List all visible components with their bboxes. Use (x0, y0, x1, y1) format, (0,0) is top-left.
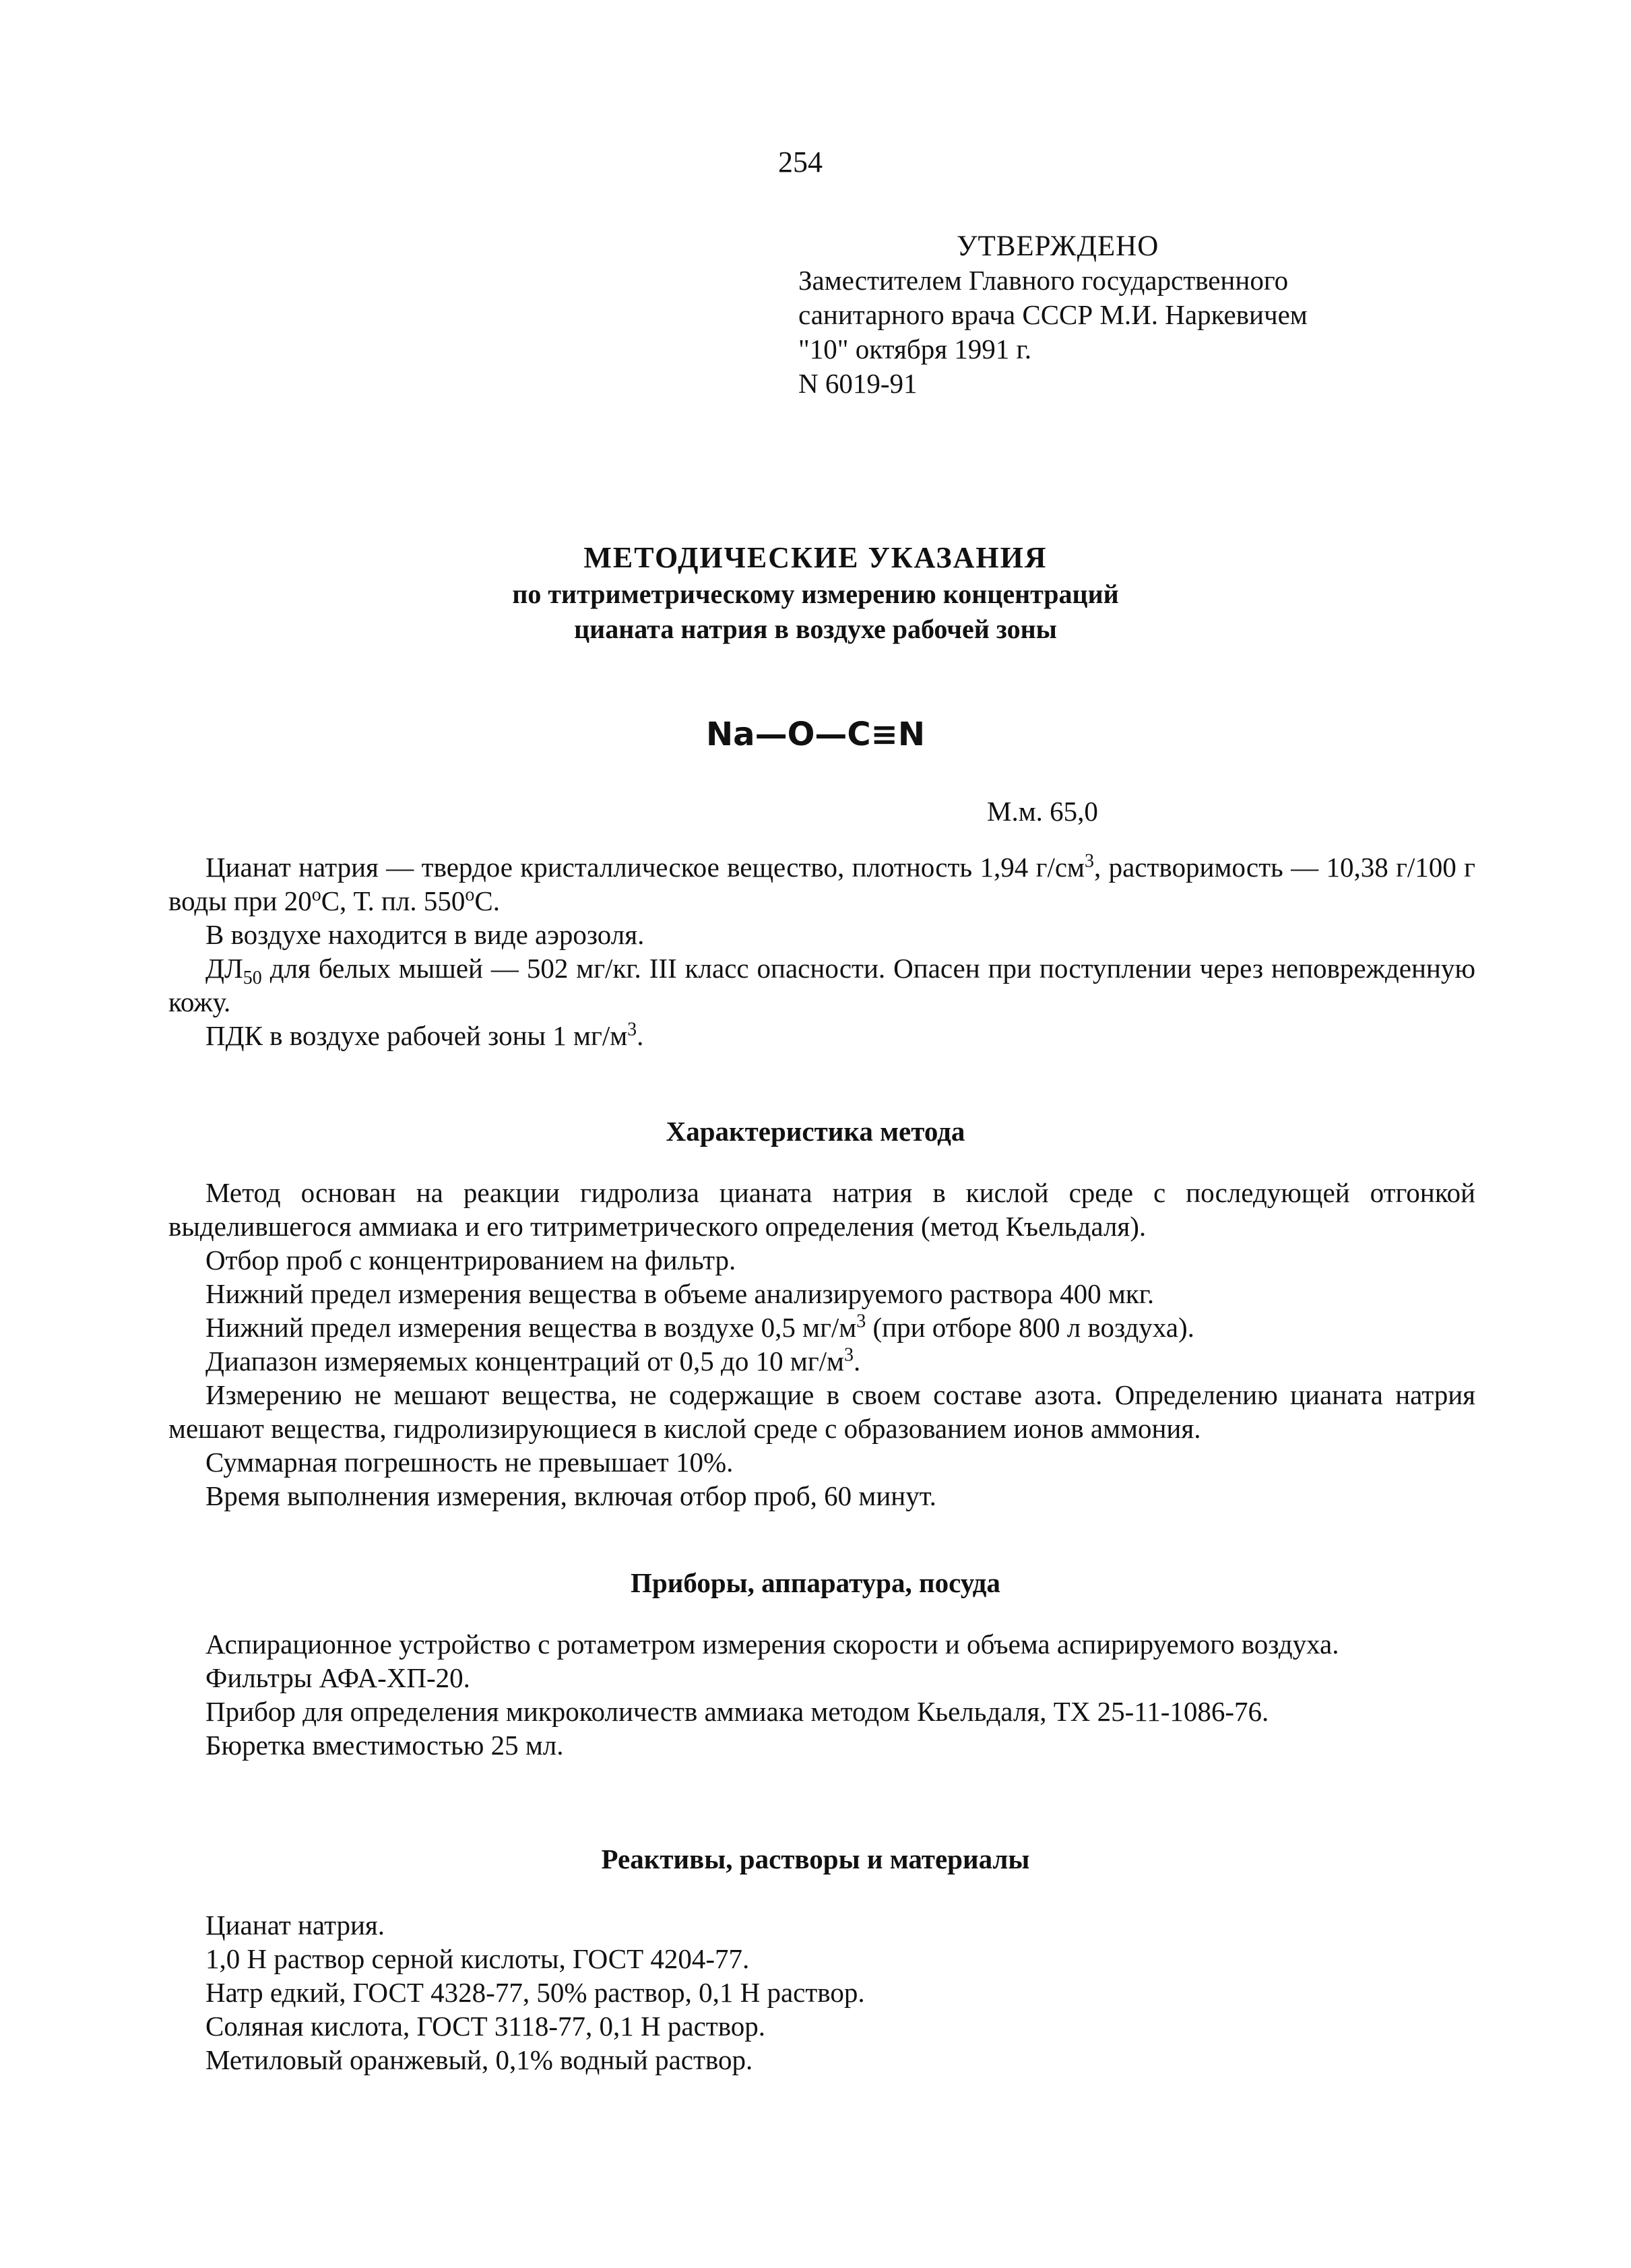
approval-line: санитарного врача СССР М.И. Наркевичем (798, 299, 1308, 330)
page-number: 254 (778, 146, 823, 179)
paragraph: Цианат натрия. (205, 1910, 385, 1941)
intro-block (168, 850, 1475, 1052)
document-title (0, 539, 1631, 647)
paragraph: Аспирационное устройство с ротаметром измерения скорости и объема аспирируемого воздуха. (205, 1629, 1339, 1660)
paragraph: Время выполнения измерения, включая отбор проб, 60 минут. (205, 1480, 936, 1511)
paragraph: Нижний предел измерения вещества в объеме анализируемого раствора 400 мкг. (205, 1278, 1155, 1309)
title-line: цианата натрия в воздухе рабочей зоны (574, 614, 1057, 644)
section-equipment (168, 1627, 1475, 1762)
paragraph: Цианат натрия — твердое кристаллическое вещество, плотность 1,94 $г/см^3$, растворимость — 10,38 г/100 г воды при 20$^o$С, Т. пл. 550$^o$С. (168, 850, 1476, 916)
chemical-formula: Na—O—C≡N (706, 716, 925, 753)
paragraph: ПДК в воздухе рабочей зоны 1 $мг/м^3$. (205, 1019, 644, 1051)
paragraph: 1,0 Н раствор серной кислоты, ГОСТ 4204-77. (205, 1943, 750, 1974)
section-heading: Реактивы, растворы и материалы (601, 1844, 1030, 1875)
section-heading: Характеристика метода (666, 1116, 965, 1147)
paragraph: Натр едкий, ГОСТ 4328-77, 50% раствор, 0,1 Н раствор. (205, 1977, 865, 2008)
paragraph: Соляная кислота, ГОСТ 3118-77, 0,1 Н раствор. (205, 2011, 766, 2042)
section-reagents (168, 1908, 1475, 2077)
title-line: МЕТОДИЧЕСКИЕ УКАЗАНИЯ (583, 541, 1048, 574)
approval-block (798, 229, 1308, 401)
paragraph: Нижний предел измерения вещества в воздухе 0,5 $мг/м^3$ (при отборе 800 л воздуха). (205, 1311, 1194, 1343)
paragraph: Прибор для определения микроколичеств аммиака методом Кьельдаля, ТХ 25-11-1086-76. (205, 1696, 1269, 1727)
approval-line: "10" октября 1991 г. (798, 334, 1031, 365)
paragraph: Метиловый оранжевый, 0,1% водный раствор. (205, 2044, 753, 2075)
approval-line: N 6019-91 (798, 368, 918, 399)
section-method (168, 1176, 1475, 1513)
approval-heading: УТВЕРЖДЕНО (957, 230, 1159, 262)
paragraph: Фильтры АФА-ХП-20. (205, 1662, 470, 1693)
paragraph: Суммарная погрешность не превышает 10%. (205, 1447, 734, 1478)
section-heading: Приборы, аппаратура, посуда (631, 1567, 1000, 1598)
paragraph: Измерению не мешают вещества, не содержащие в своем составе азота. Определению цианата натрия мешают вещества, гидролизирующиеся в кислой среде с образованием ионов аммония. (168, 1379, 1475, 1444)
paragraph: Метод основан на реакции гидролиза цианата натрия в кислой среде с последующей отгонкой выделившегося аммиака и его титриметрического определения (метод Къельдаля). (168, 1177, 1475, 1242)
molar-mass: М.м. 65,0 (987, 796, 1098, 827)
paragraph: Диапазон измеряемых концентраций от 0,5 до 10 $мг/м^3$. (205, 1344, 861, 1377)
paragraph: $ДЛ_{50}$ для белых мышей — 502 мг/кг. III класс опасности. Опасен при поступлении через неповрежденную кожу. (168, 953, 1475, 1017)
title-line: по титриметрическому измерению концентраций (512, 579, 1119, 609)
paragraph: Отбор проб с концентрированием на фильтр. (205, 1245, 736, 1275)
paragraph: Бюретка вместимостью 25 мл. (205, 1730, 564, 1761)
paragraph: В воздухе находится в виде аэрозоля. (205, 919, 645, 950)
approval-line: Заместителем Главного государственного (798, 265, 1289, 296)
